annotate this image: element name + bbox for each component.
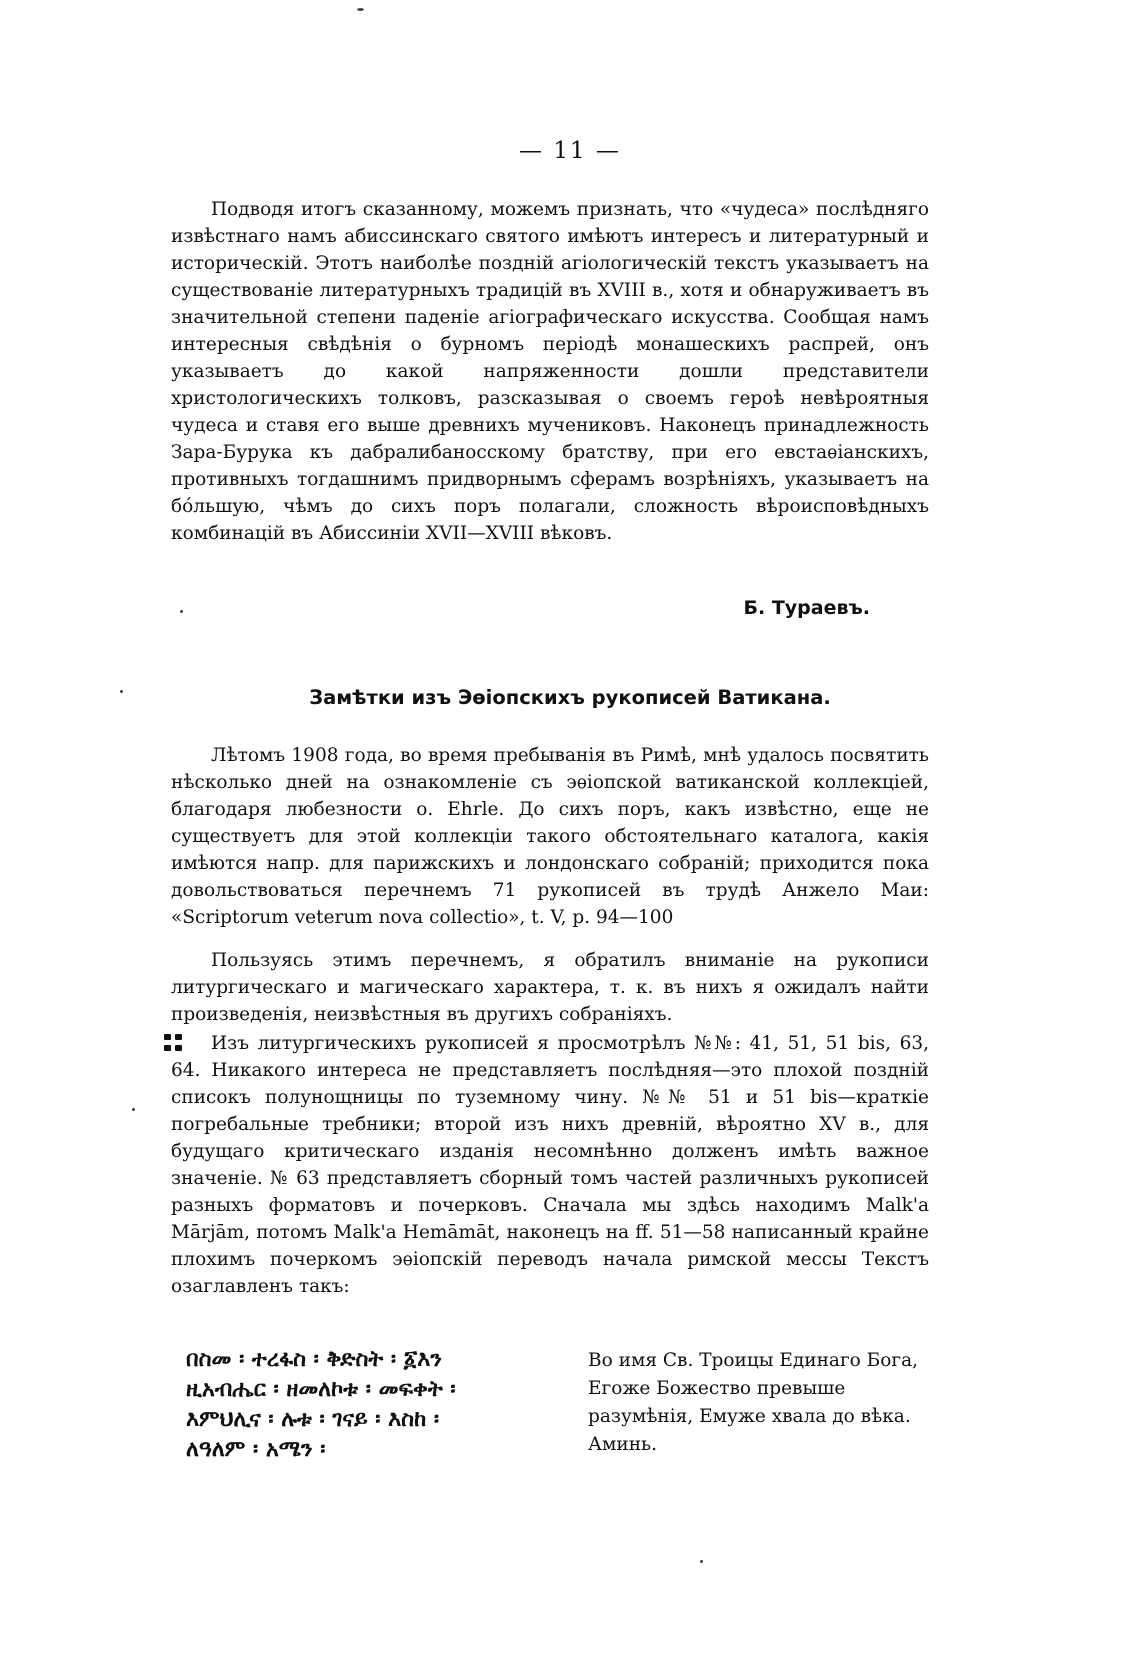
ethiopic-line: ለዓለም ፡ አሜን ፡ — [186, 1437, 326, 1462]
ethiopic-line: ዚአብሔር ፡ ዘመለኮቱ ፡ መፍቀት ፡ — [186, 1377, 456, 1402]
translation-text: Во имя Св. Троицы Единаго Бога, Егоже Божество превыше разумѣнія, Емуже хвала до вѣка. Аминь. — [588, 1350, 919, 1455]
author-signature: Б. Тураевъ. — [743, 597, 870, 619]
paragraph-conclusion: Подводя итогъ сказанному, можемъ признать, что «чудеса» послѣдняго извѣстнаго намъ абиссинскаго святого имѣютъ интересъ и литературный и историческій. Этотъ наиболѣе поздній агіологическій текстъ указываетъ на существованіе литературныхъ традицій въ XVIII в., хотя и обнаруживаетъ въ значительной степени паденіе агіографическаго искусства. Сообщая намъ интересныя свѣдѣнія о бурномъ періодѣ монашескихъ распрей, онъ указываетъ до какой напряженности дошли представители христологическихъ толковъ, разсказывая о своемъ героѣ невѣроятныя чудеса и ставя его выше древнихъ мучениковъ. Наконецъ принадлежность Зара-Бурука къ дабралибаносскому братству, при его евстаѳіанскихъ, противныхъ тогдашнимъ придворнымъ сферамъ возрѣніяхъ, указываетъ на бо́льшую, чѣмъ до сихъ поръ полагали, сложность вѣроисповѣдныхъ комбинацій въ Абиссиніи XVII—XVIII вѣковъ. — [171, 199, 929, 544]
scan-speck — [120, 690, 123, 693]
ethiopic-line: በስመ ፡ ተረፋስ ፡ ቅድስት ፡ ፩እን — [186, 1347, 442, 1372]
paragraph-intro: Лѣтомъ 1908 года, во время пребыванія въ Римѣ, мнѣ удалось посвятить нѣсколько дней на ознакомленіе съ эѳіопской ватиканской коллекціей, благодаря любезности о. Ehrle. До сихъ поръ, какъ извѣстно, еще не существуетъ для этой коллекціи такого обстоятельнаго каталога, какія имѣются напр. для парижскихъ и лондонскаго собраній; приходится пока довольствоваться перечнемъ 71 рукописей въ трудѣ Анжело Маи: «Scriptorum veterum nova collectio», t. V, p. 94—100 — [171, 745, 929, 928]
page-number: — 11 — — [519, 138, 621, 164]
scan-speck — [132, 1108, 135, 1111]
scan-speck — [180, 610, 183, 613]
ethiopic-line: እምህሊና ፡ ሉቱ ፡ ገናይ ፡ እስከ ፡ — [186, 1407, 440, 1432]
ethiopic-text — [186, 1345, 546, 1465]
paragraph-list-usage: Пользуясь этимъ перечнемъ, я обратилъ вниманіе на рукописи литургическаго и магическаго характера, т. к. въ нихъ я ожидалъ найти произведенія, неизвѣстныя въ другихъ собраніяхъ. — [171, 950, 929, 1025]
scan-speck — [700, 1560, 703, 1563]
scan-speck — [357, 8, 364, 11]
section-title: Замѣтки изъ Эѳіопскихъ рукописей Ватикана. — [309, 686, 831, 709]
paragraph-liturgical: Изъ литургическихъ рукописей я просмотрѣлъ №№: 41, 51, 51 bis, 63, 64. Никакого интереса не представляетъ послѣдняя—это плохой поздній списокъ полунощницы по туземному чину. №№ 51 и 51 bis—краткіе погребальные требники; второй изъ нихъ древній, вѣроятно XV в., для будущаго критическаго изданія несомнѣнно долженъ имѣть важное значеніе. № 63 представляетъ сборный томъ частей различныхъ рукописей разныхъ форматовъ и почерковъ. Сначала мы здѣсь находимъ Malk'a Mārjām, потомъ Malk'a Hemāmāt, наконецъ на ff. 51—58 написанный крайне плохимъ почеркомъ эѳіопскій переводъ начала римской мессы Текстъ озаглавленъ такъ: — [171, 1033, 929, 1297]
